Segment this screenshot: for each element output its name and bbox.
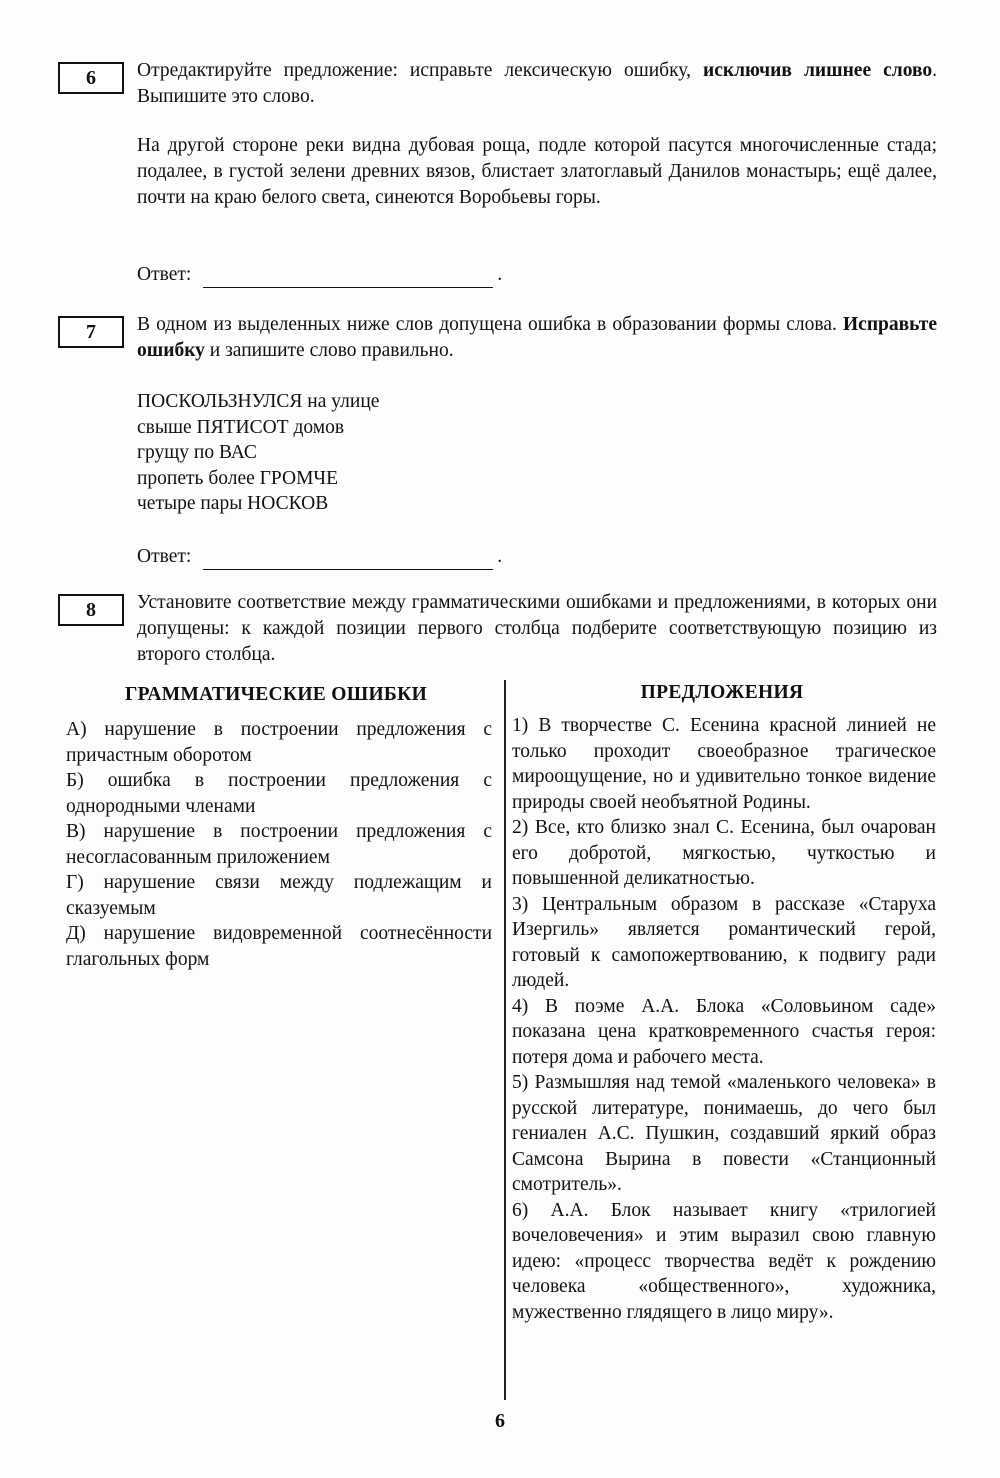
task-7-word-list [137,389,379,517]
error-item: А) нарушение в построении предложения с причастным оборотом [66,719,492,766]
sentence-item: 6) А.А. Блок называет книгу «трилогией вочеловечения» и этим выразил свою главную идею: «процесс творчества ведёт к рождению человека «общественного», художника, мужественно глядящего в лицо миру». [512,1199,936,1323]
task-6-number: 6 [58,62,124,94]
error-item: Б) ошибка в построении предложения с однородными членами [66,770,492,817]
sentence-item: 2) Все, кто близко знал С. Есенина, был очарован его добротой, мягкостью, чуткостью и повышенной деликатностью. [512,817,936,889]
page-number: 6 [495,1410,505,1432]
task-6-instruction-text: Отредактируйте предложение: исправьте лексическую ошибку, [137,60,703,81]
errors-list [66,717,492,972]
error-item: Д) нарушение видовременной соотнесённости глагольных форм [66,923,492,970]
task-8-instruction: Установите соответствие между грамматическими ошибками и предложениями, в которых они допущены: к каждой позиции первого столбца подберите соответствующую позицию из второго столбца. [137,592,937,665]
task-7-answer [137,544,502,570]
task-7-instruction-text: В одном из выделенных ниже слов допущена ошибка в образовании формы слова. [137,314,843,335]
task-7-instruction-bold: Исправьте ошибку [137,314,937,361]
task-6-answer [137,262,502,288]
error-item: Г) нарушение связи между подлежащим и сказуемым [66,872,492,919]
task-6-sentence: На другой стороне реки видна дубовая роща, подле которой пасутся многочисленные стада; подалее, в густой зелени древних вязов, блистает златоглавый Данилов монастырь; ещё далее, почти на краю белого света, синеются Воробьевы горы. [137,135,937,208]
errors-column-header: ГРАММАТИЧЕСКИЕ ОШИБКИ [124,684,428,705]
task-7-word: пропеть более ГРОМЧЕ [137,467,339,489]
sentence-item: 4) В поэме А.А. Блока «Соловьином саде» показана цена кратковременного счастья героя: потеря дома и рабочего места. [512,995,936,1068]
task-7-answer-end: . [497,546,503,567]
sentence-item: 5) Размышляя над темой «маленького человека» в русской литературе, понимаешь, до чего был гениален А.С. Пушкин, создавший яркий образ Самсона Вырина в повести «Станционный смотритель». [512,1072,936,1195]
task-6-answer-label: Ответ: [137,264,192,285]
sentences-column-header: ПРЕДЛОЖЕНИЯ [640,682,804,703]
task-6-instruction-end: . Выпишите это слово. [137,60,938,107]
task-7-word: свыше ПЯТИСОТ домов [137,416,345,438]
task-7-word: четыре пары НОСКОВ [137,493,329,514]
task-7-word: грущу по ВАС [137,442,257,463]
error-item: В) нарушение в построении предложения с несогласованным приложением [66,821,492,868]
task-6-instruction [137,58,937,110]
task-6-answer-end: . [497,264,503,285]
sentence-item: 1) В творчестве С. Есенина красной линией не только проходит своеобразное трагическое мироощущение, но и удивительно тонкое видение природы своей необъятной Родины. [512,715,936,813]
task-7-instruction-end: и запишите слово правильно. [204,340,454,361]
column-divider [504,680,506,1400]
task-7-answer-label: Ответ: [137,546,192,567]
task-6-instruction-bold: исключив лишнее слово [702,60,933,81]
sentences-list [512,713,936,1325]
task-7-word: ПОСКОЛЬЗНУЛСЯ на улице [137,391,380,412]
task-8-number: 8 [58,594,124,626]
task-7-answer-field[interactable] [203,549,493,570]
task-7-instruction [137,312,937,364]
sentence-item: 3) Центральным образом в рассказе «Старуха Изергиль» является романтический герой, готовый к самопожертвованию, к подвигу ради людей. [512,893,936,991]
task-6-answer-field[interactable] [203,267,493,288]
task-7-number: 7 [58,316,124,348]
